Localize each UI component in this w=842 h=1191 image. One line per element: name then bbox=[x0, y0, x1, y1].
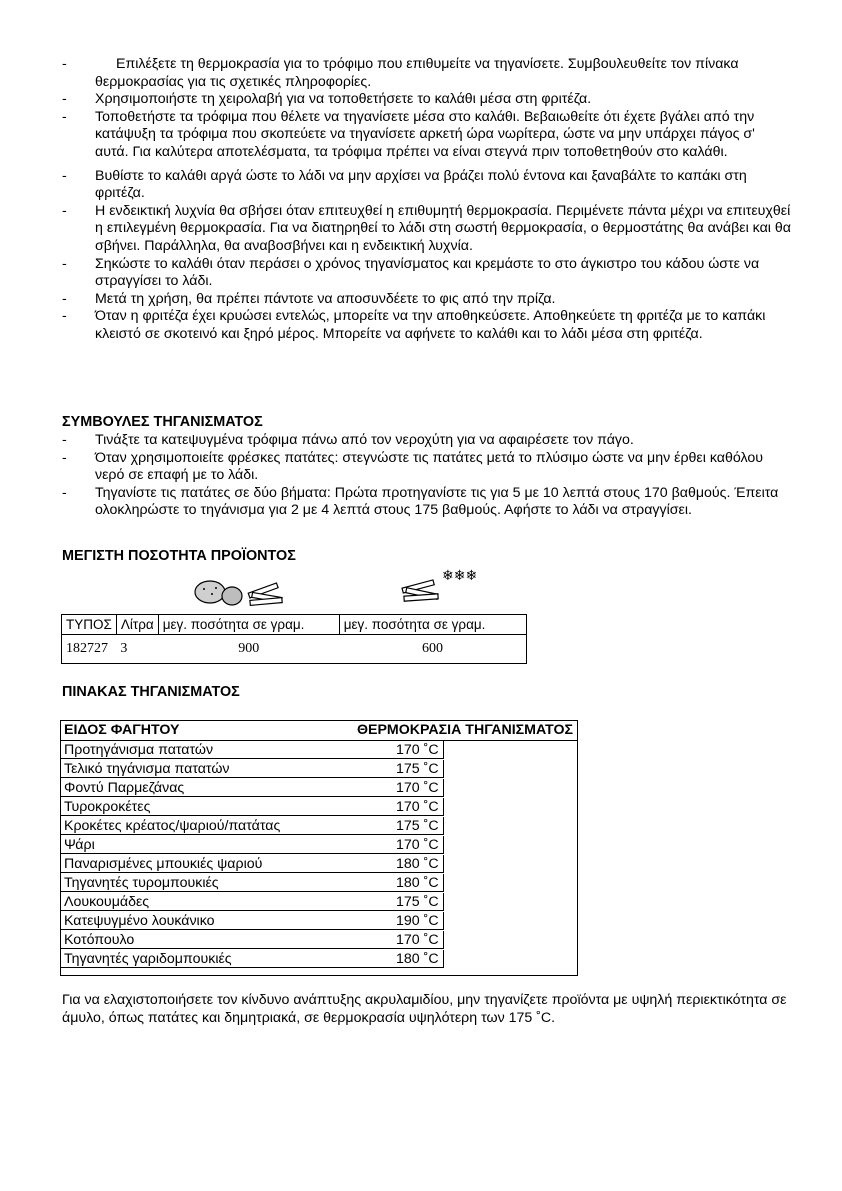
list-dash: - bbox=[62, 255, 67, 272]
list-item bbox=[62, 432, 792, 450]
column-header-temp: ΘΕΡΜΟΚΡΑΣΙΑ ΤΗΓΑΝΙΣΜΑΤΟΣ bbox=[356, 722, 573, 738]
food-name: Τελικό τηγάνισμα πατατών bbox=[64, 761, 230, 777]
list-item bbox=[62, 109, 792, 162]
list-item bbox=[62, 256, 792, 291]
list-dash: - bbox=[62, 432, 67, 448]
food-temp: 180 ˚C bbox=[396, 856, 439, 872]
food-temp: 170 ˚C bbox=[396, 780, 439, 796]
list-item-text: Τινάξτε τα κατεψυγμένα τρόφιμα πάνω από τον νεροχύτη για να αφαιρέσετε τον πάγο. bbox=[95, 432, 634, 448]
column-header-food: ΕΙΔΟΣ ΦΑΓΗΤΟΥ bbox=[64, 722, 180, 738]
list-dash: - bbox=[62, 484, 67, 501]
list-item bbox=[62, 308, 792, 343]
list-item bbox=[62, 56, 792, 91]
tips-heading: ΣΥΜΒΟΥΛΕΣ ΤΗΓΑΝΙΣΜΑΤΟΣ bbox=[62, 414, 263, 430]
acrylamide-note: Για να ελαχιστοποιήσετε τον κίνδυνο ανάπτυξης ακρυλαμιδίου, μην τηγανίζετε προϊόντα με υψηλή περιεκτικότητα σε άμυλο, όπως πατάτες και δημητριακά, σε θερμοκρασία υψηλότερη των 175 ˚C. bbox=[62, 992, 787, 1026]
food-name: Λουκουμάδες bbox=[64, 894, 150, 910]
food-temp: 175 ˚C bbox=[396, 761, 439, 777]
table-cell: 600 bbox=[339, 635, 526, 664]
frying-table-heading: ΠΙΝΑΚΑΣ ΤΗΓΑΝΙΣΜΑΤΟΣ bbox=[62, 684, 240, 700]
table-header-row bbox=[61, 721, 577, 741]
food-name: Φοντύ Παρμεζάνας bbox=[64, 780, 185, 796]
list-dash: - bbox=[62, 202, 67, 219]
list-dash: - bbox=[62, 308, 67, 325]
food-name: Τηγανητές γαριδομπουκιές bbox=[64, 951, 232, 967]
list-item bbox=[62, 291, 792, 309]
food-temp: 175 ˚C bbox=[396, 894, 439, 910]
list-item-text: Όταν χρησιμοποιείτε φρέσκες πατάτες: στεγνώστε τις πατάτες μετά το πλύσιμο ώστε να μην έρθει καθόλου νερό σε επαφή με το λάδι. bbox=[95, 449, 764, 484]
list-item bbox=[62, 203, 792, 256]
list-item-text: Βυθίστε το καλάθι αργά ώστε το λάδι να μην αρχίσει να βράζει πολύ έντονα και ξαναβάλτε το καπάκι στη φριτέζα. bbox=[95, 167, 747, 202]
list-item-text: Η ενδεικτική λυχνία θα σβήσει όταν επιτευχθεί η επιθυμητή θερμοκρασία. Περιμένετε πάντα μέχρι να επιτευχθεί η επιλεγμένη θερμοκρασία. Για να διατηρηθεί το λάδι στη σωστή θερμοκρασία, ο θερμοστάτης θα ανάβει και θα σβήνει. Παράλληλα, θα αναβοσβήνει και η ενδεικτική λυχνία. bbox=[95, 202, 791, 254]
food-temp: 180 ˚C bbox=[396, 951, 439, 967]
table-header: Λίτρα bbox=[116, 615, 158, 635]
max-quantity-heading: ΜΕΓΙΣΤΗ ΠΟΣΟΤΗΤΑ ΠΡΟΪΟΝΤΟΣ bbox=[62, 548, 296, 564]
list-dash: - bbox=[62, 56, 67, 72]
food-name: Κροκέτες κρέατος/ψαριού/πατάτας bbox=[64, 818, 281, 834]
food-temp: 170 ˚C bbox=[396, 837, 439, 853]
food-name: Προτηγάνισμα πατατών bbox=[64, 742, 214, 758]
list-item-text: Επιλέξετε τη θερμοκρασία για το τρόφιμο που επιθυμείτε να τηγανίσετε. Συμβουλευθείτε τον πίνακα θερμοκρασίας για τις σχετικές πληροφορίες. bbox=[95, 56, 739, 90]
list-item-text: Σηκώστε το καλάθι όταν περάσει ο χρόνος τηγανίσματος και κρεμάστε το στο άγκιστρο του κάδου ώστε να στραγγίσει το λάδι. bbox=[95, 255, 760, 290]
list-item bbox=[62, 450, 792, 485]
frozen-food-icon bbox=[398, 566, 498, 611]
food-temp: 170 ˚C bbox=[396, 742, 439, 758]
list-item-text: Χρησιμοποιήστε τη χειρολαβή για να τοποθετήσετε το καλάθι μέσα στη φριτέζα. bbox=[95, 91, 592, 108]
svg-text:❄❄❄: ❄❄❄ bbox=[442, 568, 478, 584]
list-dash: - bbox=[62, 290, 67, 307]
list-item bbox=[62, 485, 792, 520]
table-header: ΤΥΠΟΣ bbox=[62, 615, 117, 635]
food-name: Ψάρι bbox=[64, 837, 95, 853]
tips-list bbox=[62, 432, 792, 520]
food-temp: 170 ˚C bbox=[396, 799, 439, 815]
table-cell: 3 bbox=[116, 635, 158, 664]
frying-table bbox=[60, 720, 578, 976]
instructions-list bbox=[62, 56, 792, 344]
food-temp: 170 ˚C bbox=[396, 932, 439, 948]
list-dash: - bbox=[62, 449, 67, 466]
list-item-text: Μετά τη χρήση, θα πρέπει πάντοτε να αποσυνδέετε το φις από την πρίζα. bbox=[95, 290, 556, 307]
table-cell: 900 bbox=[158, 635, 339, 664]
food-temp: 190 ˚C bbox=[396, 913, 439, 929]
list-item-text: Τηγανίστε τις πατάτες σε δύο βήματα: Πρώτα προτηγανίστε τις για 5 με 10 λεπτά στους 170 βαθμούς. Έπειτα ολοκληρώστε το τηγάνισμα για 2 με 4 λεπτά στους 175 βαθμούς. Αφήστε το λάδι να στραγγίσει. bbox=[95, 484, 779, 519]
table-header: μεγ. ποσότητα σε γραμ. bbox=[339, 615, 526, 635]
list-item-text: Όταν η φριτέζα έχει κρυώσει εντελώς, μπορείτε να την αποθηκεύσετε. Αποθηκεύετε τη φριτέζα με το καπάκι κλειστό σε σκοτεινό και ξηρό μέρος. Μπορείτε να αφήνετε το καλάθι και το λάδι μέσα στη φριτέζα. bbox=[95, 308, 766, 342]
food-name: Τηγανητές τυρομπουκιές bbox=[64, 875, 219, 891]
food-temp: 175 ˚C bbox=[396, 818, 439, 834]
list-dash: - bbox=[62, 108, 67, 125]
table-header: μεγ. ποσότητα σε γραμ. bbox=[158, 615, 339, 635]
food-name: Κοτόπουλο bbox=[64, 932, 135, 948]
food-name: Παναρισμένες μπουκιές ψαριού bbox=[64, 856, 263, 872]
list-item bbox=[62, 91, 792, 109]
max-quantity-table bbox=[61, 614, 527, 664]
list-dash: - bbox=[62, 167, 67, 184]
list-item-text: Τοποθετήστε τα τρόφιμα που θέλετε να τηγανίσετε μέσα στο καλάθι. Βεβαιωθείτε ότι έχετε βγάλει από την κατάψυξη τα τρόφιμα που σκοπεύετε να τηγανίσετε αρκετή ώρα νωρίτερα, ώστε να μην υπάρχει πάγος σ' αυτά. Για καλύτερα αποτελέσματα, τα τρόφιμα πρέπει να είναι στεγνά πριν τοποθετηθούν στο καλάθι. bbox=[95, 108, 755, 160]
list-dash: - bbox=[62, 91, 67, 108]
list-item bbox=[62, 168, 792, 203]
table-cell: 182727 bbox=[62, 635, 117, 664]
food-name: Κατεψυγμένο λουκάνικο bbox=[64, 913, 215, 929]
food-name: Τυροκροκέτες bbox=[64, 799, 151, 815]
food-temp: 180 ˚C bbox=[396, 875, 439, 891]
